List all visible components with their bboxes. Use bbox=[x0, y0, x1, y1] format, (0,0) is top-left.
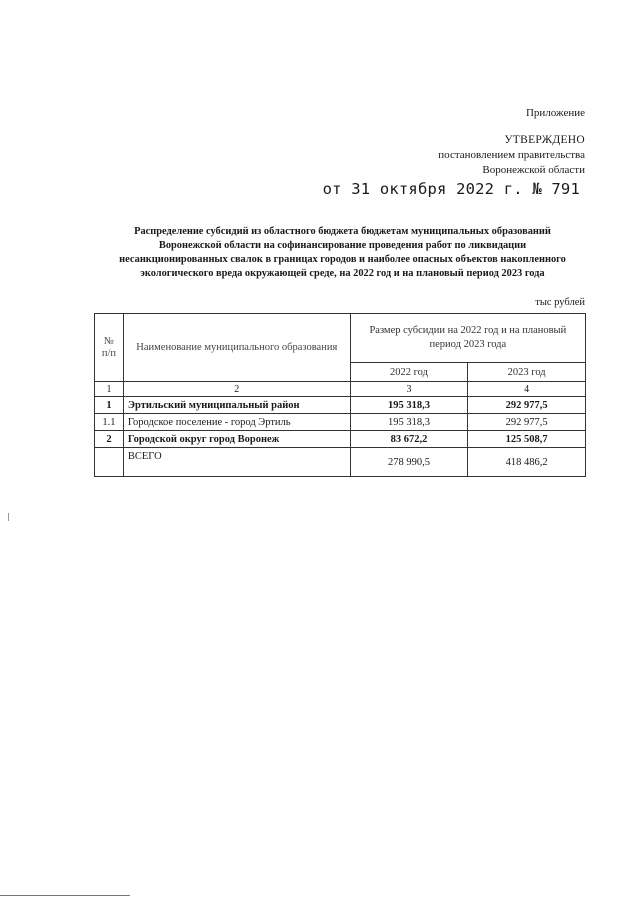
row-name: Городское поселение - город Эртиль bbox=[123, 414, 350, 431]
header-year-2022: 2022 год bbox=[350, 363, 468, 382]
total-label: ВСЕГО bbox=[123, 448, 350, 477]
header-amount: Размер субсидии на 2022 год и на плановый период 2023 года bbox=[350, 314, 585, 363]
title-line-3: несанкционированных свалок в границах городов и наиболее опасных объектов накопленного bbox=[119, 254, 566, 265]
row-number: 2 bbox=[95, 431, 124, 448]
index-cell: 1 bbox=[95, 382, 124, 397]
row-value-2023: 292 977,5 bbox=[468, 397, 586, 414]
title-line-4: экологического вреда окружающей среде, на 2022 год и на плановый период 2023 года bbox=[140, 268, 545, 279]
scan-mark bbox=[8, 513, 9, 521]
subsidy-table bbox=[94, 313, 586, 477]
total-value-2023: 418 486,2 bbox=[468, 448, 586, 477]
approved-line-2: Воронежской области bbox=[482, 164, 585, 176]
index-cell: 3 bbox=[350, 382, 468, 397]
row-value-2022: 195 318,3 bbox=[350, 414, 468, 431]
index-cell: 2 bbox=[123, 382, 350, 397]
index-cell: 4 bbox=[468, 382, 586, 397]
units-label: тыс рублей bbox=[535, 297, 585, 308]
approved-title: УТВЕРЖДЕНО bbox=[504, 134, 585, 146]
title-line-1: Распределение субсидий из областного бюджета бюджетам муниципальных образований bbox=[134, 226, 551, 237]
appendix-label: Приложение bbox=[525, 107, 585, 119]
row-name: Городской округ город Воронеж bbox=[123, 431, 350, 448]
table-header-row bbox=[95, 314, 586, 363]
header-name: Наименование муниципального образования bbox=[123, 314, 350, 382]
title-line-2: Воронежской области на софинансирование проведения работ по ликвидации bbox=[158, 240, 527, 251]
total-value-2022: 278 990,5 bbox=[350, 448, 468, 477]
table-row bbox=[95, 431, 586, 448]
document-title bbox=[95, 225, 590, 281]
approval-block bbox=[438, 133, 585, 178]
header-year-2023: 2023 год bbox=[468, 363, 586, 382]
approved-line-1: постановлением правительства bbox=[438, 149, 585, 161]
decree-date-number: от 31 октября 2022 г. № 791 bbox=[322, 180, 580, 198]
table-index-row bbox=[95, 382, 586, 397]
table-total-row bbox=[95, 448, 586, 477]
row-number: 1.1 bbox=[95, 414, 124, 431]
row-value-2023: 125 508,7 bbox=[468, 431, 586, 448]
table-row bbox=[95, 414, 586, 431]
total-number bbox=[95, 448, 124, 477]
header-number: № п/п bbox=[95, 314, 124, 382]
table-row bbox=[95, 397, 586, 414]
row-name: Эртильский муниципальный район bbox=[123, 397, 350, 414]
footer-rule bbox=[0, 895, 130, 896]
row-value-2022: 195 318,3 bbox=[350, 397, 468, 414]
row-value-2022: 83 672,2 bbox=[350, 431, 468, 448]
row-number: 1 bbox=[95, 397, 124, 414]
row-value-2023: 292 977,5 bbox=[468, 414, 586, 431]
